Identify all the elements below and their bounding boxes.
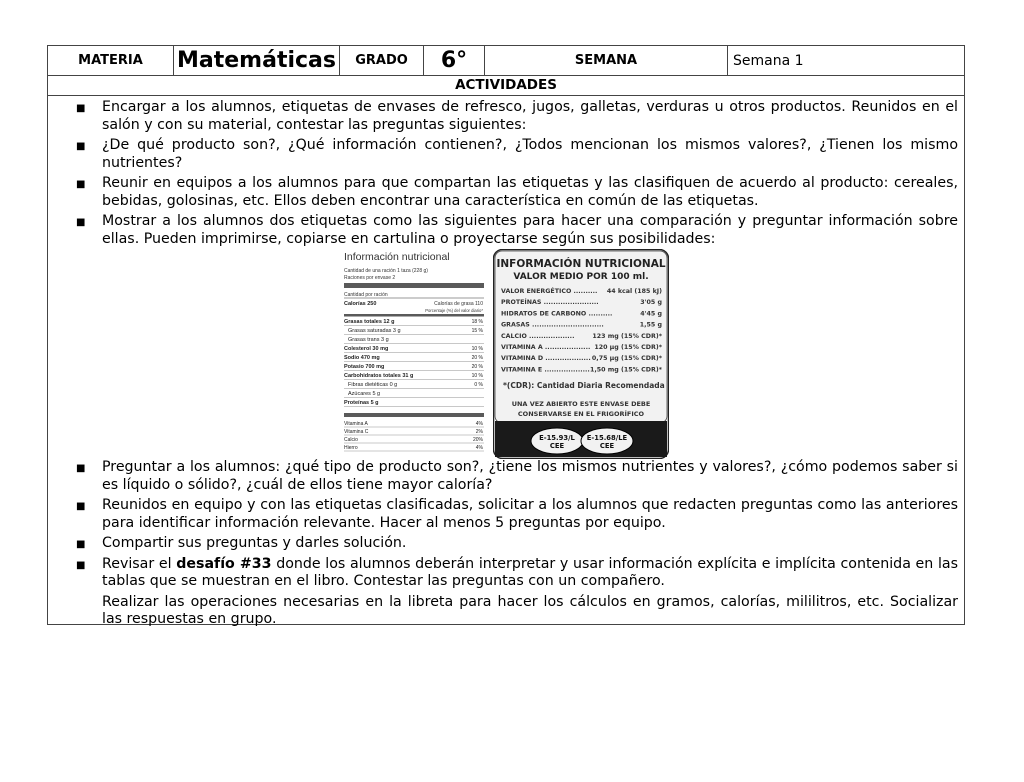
label-left-row-name: Carbohidratos totales 31 g: [344, 373, 414, 379]
label-left-row-name: Azúcares 5 g: [348, 391, 381, 397]
grado-value: 6°: [424, 46, 485, 75]
list-item: ■ Revisar el desafío #33 donde los alumnos deberán interpretar y usar información explícita e implícita contenida en las tablas que se muestran en el libro. Contestar las preguntas con un compañero.: [76, 555, 958, 589]
label-right-row-name: CALCIO ...................: [501, 332, 575, 340]
materia-label: MATERIA: [48, 46, 174, 75]
label-right-row-name: HIDRATOS DE CARBONO ..........: [501, 310, 613, 318]
label-left-vitamin-pct: 4%: [475, 421, 483, 427]
list-item: ■ ¿De qué producto son?, ¿Qué información contienen?, ¿Todos mencionan los mismos valores?, ¿Tienen los mismo nutrientes?: [76, 137, 958, 171]
seal-1-line2: CEE: [549, 442, 565, 450]
bullet-icon: ■: [76, 539, 86, 550]
label-left-title: Información nutricional: [344, 251, 450, 263]
bullet-icon: ■: [76, 501, 86, 512]
label-right-row-value: 0,75 µg (15% CDR)*: [591, 355, 662, 363]
list-item: ■ Encargar a los alumnos, etiquetas de envases de refresco, jugos, galletas, verduras u otros productos. Reunidos en el salón y con su material, contestar las preguntas siguientes:: [76, 99, 958, 133]
label-left-line1: Cantidad de una ración 1 taza (228 g): [344, 268, 428, 274]
label-left-row-pct: 10 %: [471, 346, 483, 352]
label-left-cal-fat: Calorías de grasa 110: [434, 301, 483, 307]
label-right-row-value: 120 µg (15% CDR)*: [594, 344, 662, 351]
label-left-row-name: Grasas trans 3 g: [348, 337, 389, 343]
list-item: ■ Compartir sus preguntas y darles solución.: [102, 535, 958, 553]
list-item: ■ Mostrar a los alumnos dos etiquetas como las siguientes para hacer una comparación y preguntar información sobre ellas. Pueden imprimirse, copiarse en cartulina o proyectarse según sus posibilidades:: [76, 213, 958, 247]
grado-label: GRADO: [340, 46, 424, 75]
bullet-icon: ■: [76, 103, 86, 114]
actividades-title: ACTIVIDADES: [48, 75, 964, 96]
label-left-pct-header: Porcentaje (%) del valor diario*: [425, 308, 483, 313]
label-left-cal: Calorías 250: [344, 301, 377, 307]
bullet-icon: ■: [76, 559, 86, 571]
label-right-row-name: VITAMINA A ...................: [501, 344, 591, 351]
label-right-row-name: VALOR ENERGÉTICO ..........: [501, 288, 598, 295]
label-left-row-pct: 20 %: [471, 364, 483, 370]
semana-label: SEMANA: [485, 46, 728, 75]
label-left-row-name: Potasio 700 mg: [344, 364, 385, 370]
desafio-link-text: desafío #33: [176, 555, 272, 572]
label-right-row-value: 123 mg (15% CDR)*: [592, 332, 662, 340]
label-left-row-name: Grasas saturadas 3 g: [348, 328, 401, 334]
label-right-row-value: 3'05 g: [640, 299, 662, 307]
label-left-vitamin-name: Vitamina C: [344, 429, 369, 435]
label-left-row-name: Sodio 470 mg: [344, 355, 380, 361]
label-right-row-name: GRASAS ..............................: [501, 321, 604, 329]
seal-2-line1: E-15.68/LE: [586, 434, 628, 442]
activity-list-top: [76, 99, 958, 251]
label-left-row-pct: 20 %: [471, 355, 483, 361]
label-left-vitamin-pct: 2%: [475, 429, 483, 435]
label-right-row-value: 1,55 g: [639, 321, 662, 329]
label-right-row-name: PROTEÍNAS .......................: [501, 299, 599, 307]
label-left-row-name: Colesterol 30 mg: [344, 346, 389, 352]
label-left-row-pct: 10 %: [471, 373, 483, 379]
seal-1-line1: E-15.93/L: [539, 434, 575, 442]
label-left-row-name: Grasas totales 12 g: [344, 319, 395, 325]
list-item: ■ Preguntar a los alumnos: ¿qué tipo de producto son?, ¿tiene los mismos nutrientes y valores?, ¿cómo podemos saber si es líquido o sólido?, ¿cuál de ellos tiene mayor caloría?: [76, 459, 958, 493]
label-left-row-name: Fibras dietéticas 0 g: [348, 382, 398, 388]
label-left-row-pct: 0 %: [474, 382, 483, 388]
label-right-warning1: UNA VEZ ABIERTO ESTE ENVASE DEBE: [511, 400, 651, 408]
final-paragraph: Realizar las operaciones necesarias en la libreta para hacer los cálculos en gramos, calorías, mililitros, etc. Socializar las respuestas en grupo.: [102, 593, 958, 627]
label-left-row-name: Proteínas 5 g: [344, 400, 379, 406]
label-right-row-name: VITAMINA D ...................: [501, 355, 591, 363]
activity-list-bottom: [76, 459, 958, 632]
label-left-row-pct: 15 %: [471, 328, 483, 334]
bullet-icon: ■: [76, 217, 86, 228]
nutrition-label-right: [493, 249, 669, 459]
label-left-vitamin-name: Calcio: [344, 437, 358, 443]
header-row: [48, 46, 964, 76]
label-right-warning2: CONSERVARSE EN EL FRIGORÍFICO: [517, 410, 645, 418]
semana-value: Semana 1: [733, 52, 804, 69]
materia-value: Matemáticas: [174, 46, 340, 75]
label-left-vitamin-name: Vitamina A: [344, 421, 368, 427]
list-item: ■ Reunidos en equipo y con las etiquetas clasificadas, solicitar a los alumnos que redacten preguntas como las anteriores para identificar información relevante. Hacer al menos 5 preguntas por equipo.: [76, 497, 958, 531]
label-right-row-value: 44 kcal (185 kJ): [606, 288, 662, 295]
bullet-icon: ■: [76, 141, 86, 152]
label-right-row-value: 4'45 g: [640, 310, 662, 318]
label-right-row-value: 1,50 mg (15% CDR)*: [590, 366, 662, 374]
label-right-row-name: VITAMINA E ...................: [501, 366, 590, 374]
label-left-vitamin-name: Hierro: [344, 445, 358, 451]
bullet-icon: ■: [76, 463, 86, 474]
nutrition-label-left: [343, 249, 485, 459]
seal-2-line2: CEE: [599, 442, 615, 450]
label-left-line3: Cantidad por ración: [344, 292, 388, 298]
label-left-row-pct: 18 %: [471, 319, 483, 325]
label-right-cdr: *(CDR): Cantidad Diaria Recomendada: [503, 381, 665, 390]
activity-sheet: [47, 45, 965, 625]
list-item: ■ Reunir en equipos a los alumnos para que compartan las etiquetas y las clasifiquen de acuerdo al producto: cereales, bebidas, golosinas, etc. Ellos deben encontrar una característica en común de las etiquetas.: [76, 175, 958, 209]
label-left-vitamin-pct: 4%: [475, 445, 483, 451]
bullet-icon: ■: [76, 179, 86, 190]
label-right-title: INFORMACIÓN NUTRICIONAL: [496, 258, 666, 270]
label-left-line2: Raciones por envase 2: [344, 275, 396, 281]
label-right-subtitle: VALOR MEDIO POR 100 ml.: [513, 272, 649, 282]
label-left-vitamin-pct: 20%: [472, 437, 483, 443]
